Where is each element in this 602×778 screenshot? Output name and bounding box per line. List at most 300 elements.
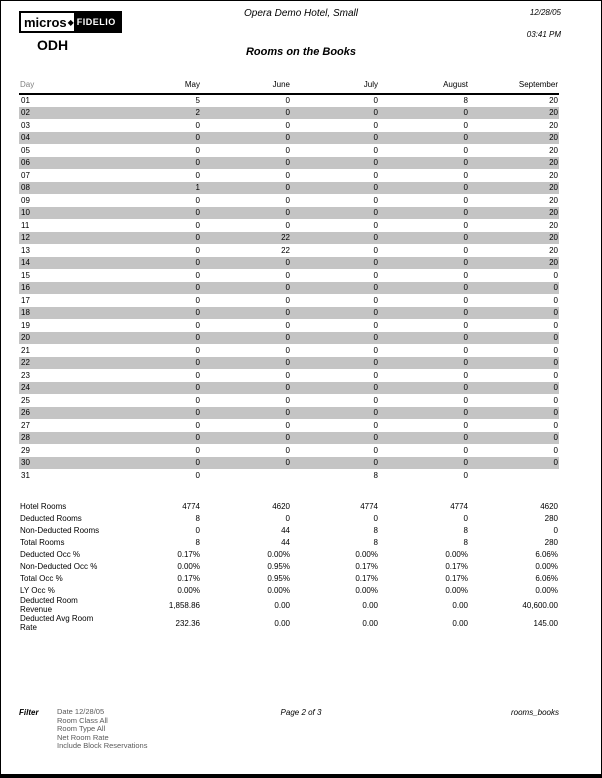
- column-header-july: July: [291, 80, 379, 94]
- value-cell: 0: [463, 345, 468, 355]
- value-cell: 0: [379, 307, 469, 320]
- day-row-16: [19, 282, 559, 295]
- summary-row: [19, 536, 559, 548]
- value-cell: 0: [111, 307, 201, 320]
- value-cell: 20: [469, 157, 559, 170]
- value-cell: 0: [379, 132, 469, 145]
- day-cell: 31: [21, 470, 30, 480]
- day-cell: 11: [21, 220, 30, 230]
- value-cell: 0: [463, 145, 468, 155]
- header-row: [19, 80, 559, 94]
- value-cell: 20: [469, 257, 559, 270]
- summary-value: 8: [195, 513, 200, 523]
- value-cell: 0: [285, 345, 290, 355]
- column-header-day: Day: [19, 80, 111, 94]
- day-row-13: [19, 244, 559, 257]
- day-cell: 04: [19, 132, 111, 145]
- summary-row: [19, 614, 559, 632]
- day-row-30: [19, 457, 559, 470]
- value-cell: 0: [195, 120, 200, 130]
- page-number: Page 2 of 3: [280, 708, 322, 717]
- diamond-icon: ◆: [68, 13, 74, 31]
- value-cell: 1: [111, 182, 201, 195]
- day-row-22: [19, 357, 559, 370]
- value-cell: 0: [195, 195, 200, 205]
- day-row-26: [19, 407, 559, 420]
- summary-value: 145.00: [533, 618, 558, 628]
- value-cell: 0: [463, 170, 468, 180]
- day-cell: 14: [19, 257, 111, 270]
- summary-value: 280: [544, 513, 558, 523]
- day-row-10: [19, 207, 559, 220]
- value-cell: 0: [463, 245, 468, 255]
- day-row-24: [19, 382, 559, 395]
- value-cell: 0: [201, 332, 291, 345]
- value-cell: 0: [291, 382, 379, 395]
- summary-value: 0.00: [274, 618, 290, 628]
- value-cell: 22: [201, 232, 291, 245]
- day-row-02: [19, 107, 559, 120]
- value-cell: 0: [291, 357, 379, 370]
- value-cell: 0: [201, 282, 291, 295]
- value-cell: 0: [553, 420, 558, 430]
- value-cell: 0: [111, 457, 201, 470]
- day-row-11: [19, 219, 559, 232]
- summary-label: Total Rooms: [20, 537, 65, 547]
- column-header-august: August: [379, 80, 469, 94]
- value-cell: 0: [201, 407, 291, 420]
- report-title: Rooms on the Books: [245, 46, 356, 58]
- day-cell: 24: [19, 382, 111, 395]
- summary-value: 40,600.00: [522, 600, 558, 610]
- day-cell: 22: [19, 357, 111, 370]
- summary-value: 0: [553, 525, 558, 535]
- day-cell: 23: [21, 370, 30, 380]
- value-cell: 0: [379, 357, 469, 370]
- value-cell: 0: [463, 220, 468, 230]
- summary-value: 0.17%: [445, 561, 468, 571]
- value-cell: 0: [111, 257, 201, 270]
- summary-value: 8: [463, 537, 468, 547]
- value-cell: 0: [201, 382, 291, 395]
- day-row-19: [19, 319, 559, 332]
- value-cell: 0: [201, 182, 291, 195]
- day-cell: 20: [19, 332, 111, 345]
- value-cell: 0: [463, 370, 468, 380]
- value-cell: 0: [285, 395, 290, 405]
- value-cell: 0: [285, 96, 290, 106]
- filter-line: Net Room Rate: [57, 732, 109, 742]
- value-cell: 0: [373, 370, 378, 380]
- value-cell: 0: [469, 432, 559, 445]
- day-cell: 02: [19, 107, 111, 120]
- value-cell: 0: [111, 382, 201, 395]
- day-row-20: [19, 332, 559, 345]
- value-cell: 0: [553, 270, 558, 280]
- filter-line: Room Class All: [57, 715, 108, 725]
- summary-row: [19, 512, 559, 524]
- value-cell: 0: [195, 270, 200, 280]
- value-cell: 0: [553, 445, 558, 455]
- day-cell: 28: [19, 432, 111, 445]
- value-cell: 0: [111, 207, 201, 220]
- value-cell: 0: [291, 432, 379, 445]
- day-row-17: [19, 294, 559, 307]
- summary-value: 0.95%: [267, 573, 290, 583]
- value-cell: 0: [373, 195, 378, 205]
- summary-value: 0.00%: [267, 549, 290, 559]
- value-cell: 0: [291, 207, 379, 220]
- day-cell: 21: [21, 345, 30, 355]
- summary-label: Non-Deducted Rooms: [20, 525, 100, 535]
- summary-value: 44: [281, 525, 290, 535]
- summary-row: [19, 548, 559, 560]
- day-cell: 15: [21, 270, 30, 280]
- summary-value: 0.17%: [177, 549, 200, 559]
- value-cell: 0: [373, 320, 378, 330]
- value-cell: 0: [285, 120, 290, 130]
- column-header-may: May: [111, 80, 201, 94]
- summary-value: 4620: [272, 501, 290, 511]
- summary-value: 8: [195, 537, 200, 547]
- value-cell: 0: [195, 245, 200, 255]
- value-cell: 0: [285, 320, 290, 330]
- day-cell: 08: [19, 182, 111, 195]
- summary-value: 6.06%: [535, 573, 558, 583]
- summary-value: 4774: [450, 501, 468, 511]
- filter-line: Date 12/28/05: [57, 707, 105, 716]
- summary-value: 0.00%: [267, 585, 290, 595]
- value-cell: 0: [285, 445, 290, 455]
- summary-row: [19, 560, 559, 572]
- day-row-09: [19, 194, 559, 207]
- value-cell: 0: [463, 320, 468, 330]
- value-cell: 0: [379, 407, 469, 420]
- day-cell: 29: [21, 445, 30, 455]
- summary-value: 0: [463, 513, 468, 523]
- value-cell: 0: [373, 120, 378, 130]
- value-cell: 20: [549, 170, 558, 180]
- value-cell: 0: [201, 107, 291, 120]
- value-cell: 0: [111, 332, 201, 345]
- value-cell: 20: [549, 96, 558, 106]
- value-cell: 0: [379, 382, 469, 395]
- day-cell: 17: [21, 295, 30, 305]
- summary-value: 6.06%: [535, 549, 558, 559]
- summary-value: 0.00%: [177, 561, 200, 571]
- day-row-05: [19, 144, 559, 157]
- day-cell: 16: [19, 282, 111, 295]
- day-cell: 13: [21, 245, 30, 255]
- value-cell: 0: [201, 432, 291, 445]
- value-cell: 20: [469, 182, 559, 195]
- summary-value: 0.00: [274, 600, 290, 610]
- summary-value: 0.17%: [355, 561, 378, 571]
- value-cell: 0: [291, 232, 379, 245]
- summary-value: 0.17%: [177, 573, 200, 583]
- filter-line: Room Type All: [57, 724, 106, 733]
- value-cell: 0: [195, 395, 200, 405]
- value-cell: 0: [285, 270, 290, 280]
- summary-row: [19, 524, 559, 536]
- rooms-on-books-table: [19, 80, 559, 482]
- value-cell: 0: [463, 445, 468, 455]
- fidelio-logo-text: FIDELIO: [74, 13, 120, 31]
- value-cell: 20: [549, 195, 558, 205]
- value-cell: 0: [379, 282, 469, 295]
- value-cell: 0: [201, 357, 291, 370]
- value-cell: 0: [201, 307, 291, 320]
- summary-label: Total Occ %: [20, 573, 63, 583]
- value-cell: 0: [291, 307, 379, 320]
- day-row-28: [19, 432, 559, 445]
- day-cell: 03: [21, 120, 30, 130]
- summary-value: 1,858.86: [168, 600, 200, 610]
- value-cell: 0: [373, 170, 378, 180]
- day-cell: 10: [19, 207, 111, 220]
- micros-logo-text: micros: [21, 13, 68, 31]
- summary-table: [19, 500, 559, 632]
- day-cell: 12: [19, 232, 111, 245]
- summary-value: 0.00%: [445, 549, 468, 559]
- value-cell: 0: [111, 232, 201, 245]
- day-cell: 06: [19, 157, 111, 170]
- column-header-september: September: [469, 80, 559, 94]
- value-cell: 20: [549, 245, 558, 255]
- day-cell: 26: [19, 407, 111, 420]
- day-row-01: [19, 94, 559, 107]
- value-cell: 22: [281, 245, 290, 255]
- day-row-06: [19, 157, 559, 170]
- value-cell: 0: [195, 470, 200, 480]
- value-cell: 0: [379, 157, 469, 170]
- summary-value: 232.36: [175, 618, 200, 628]
- value-cell: 0: [373, 220, 378, 230]
- day-cell: 27: [21, 420, 30, 430]
- summary-label: Deducted Avg Room Rate: [20, 614, 94, 632]
- value-cell: 0: [373, 145, 378, 155]
- summary-value: 0.17%: [355, 573, 378, 583]
- value-cell: 0: [285, 145, 290, 155]
- value-cell: 20: [469, 132, 559, 145]
- value-cell: 0: [553, 345, 558, 355]
- value-cell: 0: [291, 132, 379, 145]
- value-cell: 0: [111, 432, 201, 445]
- summary-body: [19, 500, 559, 632]
- summary-value: 0: [373, 513, 378, 523]
- value-cell: 0: [553, 370, 558, 380]
- value-cell: 0: [201, 457, 291, 470]
- value-cell: 0: [285, 420, 290, 430]
- summary-value: 0.00%: [535, 585, 558, 595]
- value-cell: 5: [195, 96, 200, 106]
- value-cell: 0: [111, 407, 201, 420]
- value-cell: 0: [373, 270, 378, 280]
- value-cell: 0: [469, 307, 559, 320]
- summary-value: 4620: [540, 501, 558, 511]
- report-time: 03:41 PM: [526, 30, 561, 39]
- summary-value: 4774: [360, 501, 378, 511]
- value-cell: 0: [111, 132, 201, 145]
- day-row-29: [19, 444, 559, 457]
- summary-row: [19, 500, 559, 512]
- day-row-03: [19, 119, 559, 132]
- value-cell: 0: [553, 320, 558, 330]
- summary-label: LY Occ %: [20, 585, 55, 595]
- value-cell: 0: [291, 332, 379, 345]
- summary-value: 0: [285, 513, 290, 523]
- report-id: rooms_books: [510, 708, 559, 717]
- summary-label: Deducted Rooms: [20, 513, 82, 523]
- value-cell: 0: [379, 432, 469, 445]
- summary-value: 0.17%: [445, 573, 468, 583]
- summary-label: Deducted Occ %: [20, 549, 81, 559]
- value-cell: 0: [195, 420, 200, 430]
- value-cell: 0: [463, 395, 468, 405]
- value-cell: 0: [373, 445, 378, 455]
- day-row-21: [19, 344, 559, 357]
- value-cell: 0: [379, 232, 469, 245]
- summary-value: 0.00%: [445, 585, 468, 595]
- summary-value: 44: [281, 537, 290, 547]
- summary-value: 8: [373, 537, 378, 547]
- value-cell: 0: [373, 345, 378, 355]
- value-cell: 0: [201, 257, 291, 270]
- summary-label: Non-Deducted Occ %: [20, 561, 98, 571]
- table-header: [19, 80, 559, 94]
- day-cell: 30: [19, 457, 111, 470]
- value-cell: 0: [469, 382, 559, 395]
- summary-value: 8: [463, 525, 468, 535]
- value-cell: 0: [291, 182, 379, 195]
- value-cell: 0: [379, 332, 469, 345]
- value-cell: 0: [553, 395, 558, 405]
- summary-value: 4774: [182, 501, 200, 511]
- value-cell: 0: [195, 370, 200, 380]
- value-cell: [201, 469, 291, 482]
- day-cell: 19: [21, 320, 30, 330]
- filter-label: Filter: [19, 708, 39, 717]
- summary-value: 0.00: [362, 618, 378, 628]
- value-cell: 0: [379, 107, 469, 120]
- summary-value: 0.00%: [535, 561, 558, 571]
- column-header-june: June: [201, 80, 291, 94]
- day-cell: 18: [19, 307, 111, 320]
- value-cell: 0: [195, 220, 200, 230]
- value-cell: 0: [285, 370, 290, 380]
- value-cell: 8: [373, 470, 378, 480]
- value-cell: 0: [379, 457, 469, 470]
- summary-value: 0.00: [362, 600, 378, 610]
- day-cell: 05: [21, 145, 30, 155]
- value-cell: 0: [291, 107, 379, 120]
- day-row-07: [19, 169, 559, 182]
- value-cell: 0: [285, 295, 290, 305]
- value-cell: 0: [463, 270, 468, 280]
- value-cell: 0: [463, 120, 468, 130]
- summary-value: 0.00%: [177, 585, 200, 595]
- value-cell: 0: [285, 220, 290, 230]
- value-cell: 0: [373, 395, 378, 405]
- value-cell: 0: [291, 457, 379, 470]
- value-cell: 0: [285, 195, 290, 205]
- summary-value: 8: [373, 525, 378, 535]
- summary-value: 0.00: [452, 618, 468, 628]
- value-cell: 0: [553, 295, 558, 305]
- value-cell: 0: [111, 157, 201, 170]
- day-row-27: [19, 419, 559, 432]
- summary-row: [19, 596, 559, 614]
- value-cell: 2: [111, 107, 201, 120]
- value-cell: 20: [549, 220, 558, 230]
- day-row-04: [19, 132, 559, 145]
- day-row-08: [19, 182, 559, 195]
- value-cell: 0: [195, 320, 200, 330]
- value-cell: 20: [469, 107, 559, 120]
- value-cell: 0: [463, 295, 468, 305]
- hotel-name: Opera Demo Hotel, Small: [244, 8, 358, 19]
- filter-line: Include Block Reservations: [57, 741, 148, 750]
- value-cell: 0: [373, 420, 378, 430]
- day-row-31: [19, 469, 559, 482]
- value-cell: 20: [469, 207, 559, 220]
- value-cell: 0: [201, 132, 291, 145]
- value-cell: 0: [379, 207, 469, 220]
- value-cell: 0: [463, 420, 468, 430]
- value-cell: 0: [195, 345, 200, 355]
- value-cell: 0: [463, 470, 468, 480]
- value-cell: 0: [469, 332, 559, 345]
- value-cell: 0: [195, 145, 200, 155]
- value-cell: 0: [291, 407, 379, 420]
- day-row-18: [19, 307, 559, 320]
- property-code: ODH: [37, 37, 69, 53]
- value-cell: 0: [373, 295, 378, 305]
- summary-value: 0.95%: [267, 561, 290, 571]
- value-cell: 0: [469, 357, 559, 370]
- day-cell: 25: [21, 395, 30, 405]
- summary-label: Deducted Room Revenue: [20, 596, 78, 614]
- day-row-15: [19, 269, 559, 282]
- value-cell: 20: [549, 120, 558, 130]
- value-cell: 0: [195, 170, 200, 180]
- value-cell: 0: [201, 207, 291, 220]
- value-cell: 0: [469, 457, 559, 470]
- value-cell: 0: [195, 295, 200, 305]
- summary-label: Hotel Rooms: [20, 501, 67, 511]
- value-cell: 0: [379, 257, 469, 270]
- day-cell: 07: [21, 170, 30, 180]
- report-date: 12/28/05: [529, 8, 561, 17]
- value-cell: 0: [201, 157, 291, 170]
- value-cell: 0: [463, 195, 468, 205]
- summary-value: 280: [544, 537, 558, 547]
- summary-row: [19, 584, 559, 596]
- value-cell: 0: [291, 257, 379, 270]
- value-cell: 8: [463, 96, 468, 106]
- value-cell: [469, 469, 559, 482]
- day-cell: 01: [21, 96, 30, 106]
- summary-value: 0.00%: [355, 585, 378, 595]
- value-cell: 0: [291, 282, 379, 295]
- day-row-14: [19, 257, 559, 270]
- day-cell: 09: [21, 195, 30, 205]
- value-cell: 0: [111, 282, 201, 295]
- value-cell: 20: [469, 232, 559, 245]
- day-row-12: [19, 232, 559, 245]
- summary-value: 0.00: [452, 600, 468, 610]
- summary-value: 0.00%: [355, 549, 378, 559]
